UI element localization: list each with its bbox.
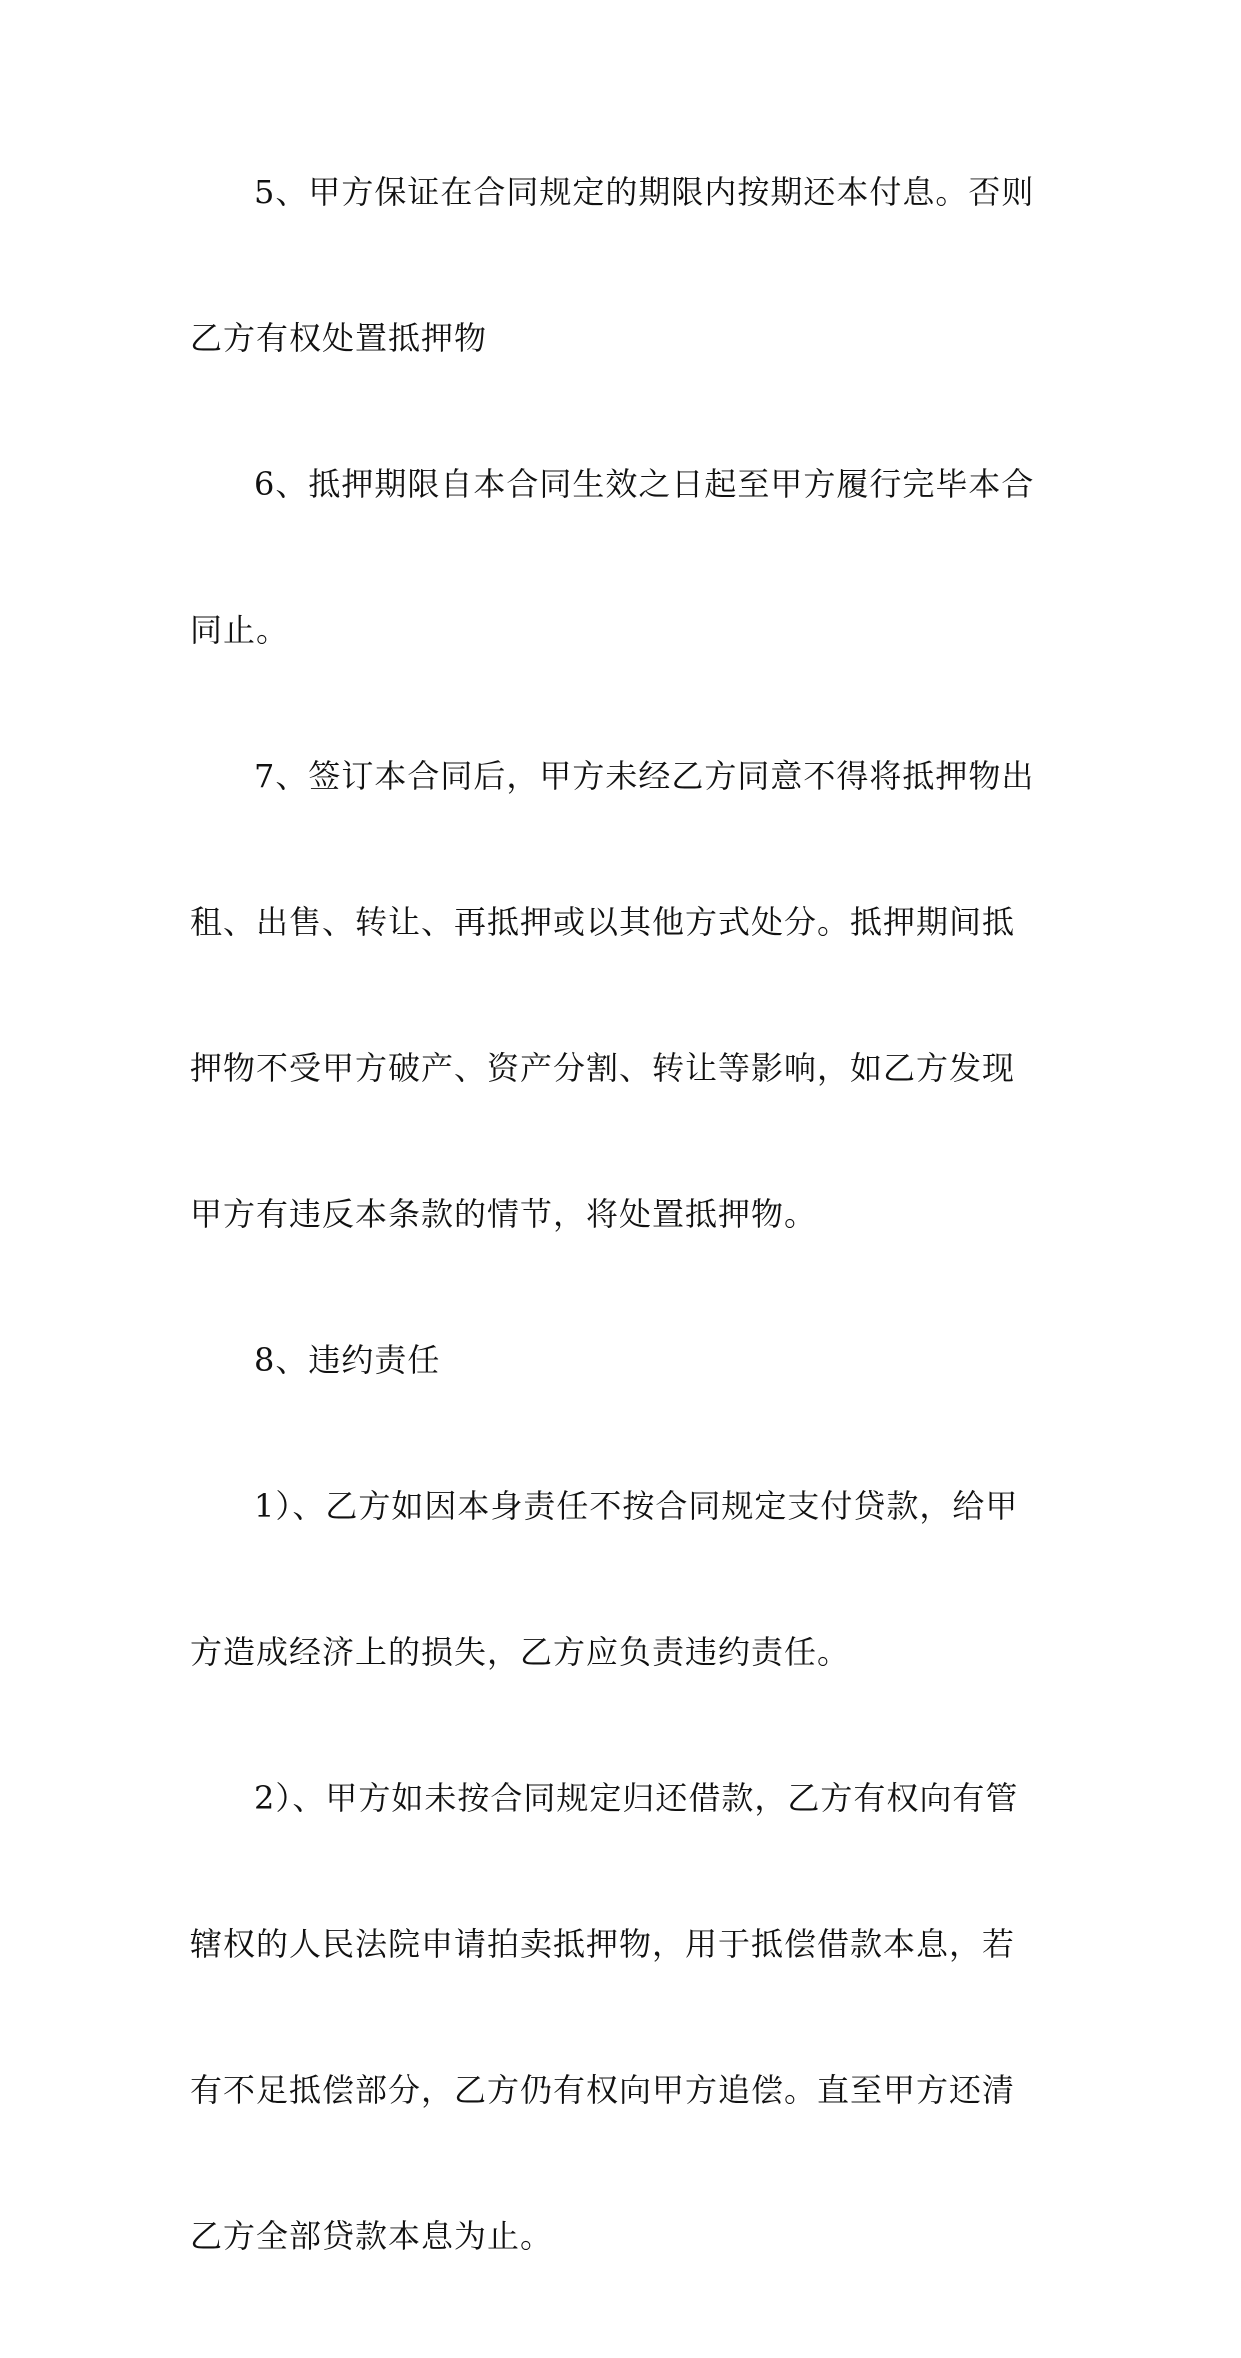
clause-7-line-3: 押物不受甲方破产、资产分割、转让等影响，如乙方发现 [190, 1049, 1016, 1087]
clause-5-line-1: 5、甲方保证在合同规定的期限内按期还本付息。否则 [254, 173, 1035, 211]
clause-8-heading: 8、违约责任 [254, 1341, 441, 1379]
clause-6-line-2: 同止。 [190, 611, 290, 649]
clause-8-1-line-1: 1）、乙方如因本身责任不按合同规定支付贷款，给甲 [254, 1487, 1019, 1525]
clause-8-2-line-3: 有不足抵偿部分，乙方仍有权向甲方追偿。直至甲方还清 [190, 2071, 1016, 2109]
clause-7-line-4: 甲方有违反本条款的情节，将处置抵押物。 [190, 1195, 818, 1233]
clause-5-line-2: 乙方有权处置抵押物 [190, 319, 488, 357]
clause-7-line-2: 租、出售、转让、再抵押或以其他方式处分。抵押期间抵 [190, 903, 1016, 941]
clause-8-1-line-2: 方造成经济上的损失，乙方应负责违约责任。 [190, 1633, 851, 1671]
contract-text [190, 168, 1050, 2358]
clause-6-line-1: 6、抵押期限自本合同生效之日起至甲方履行完毕本合 [254, 465, 1035, 503]
clause-8-2-line-2: 辖权的人民法院申请拍卖抵押物，用于抵偿借款本息，若 [190, 1925, 1016, 1963]
clause-7-line-1: 7、签订本合同后，甲方未经乙方同意不得将抵押物出 [254, 757, 1035, 795]
clause-8-2-line-4: 乙方全部贷款本息为止。 [190, 2217, 554, 2255]
clause-8-2-line-1: 2）、甲方如未按合同规定归还借款，乙方有权向有管 [254, 1779, 1019, 1817]
